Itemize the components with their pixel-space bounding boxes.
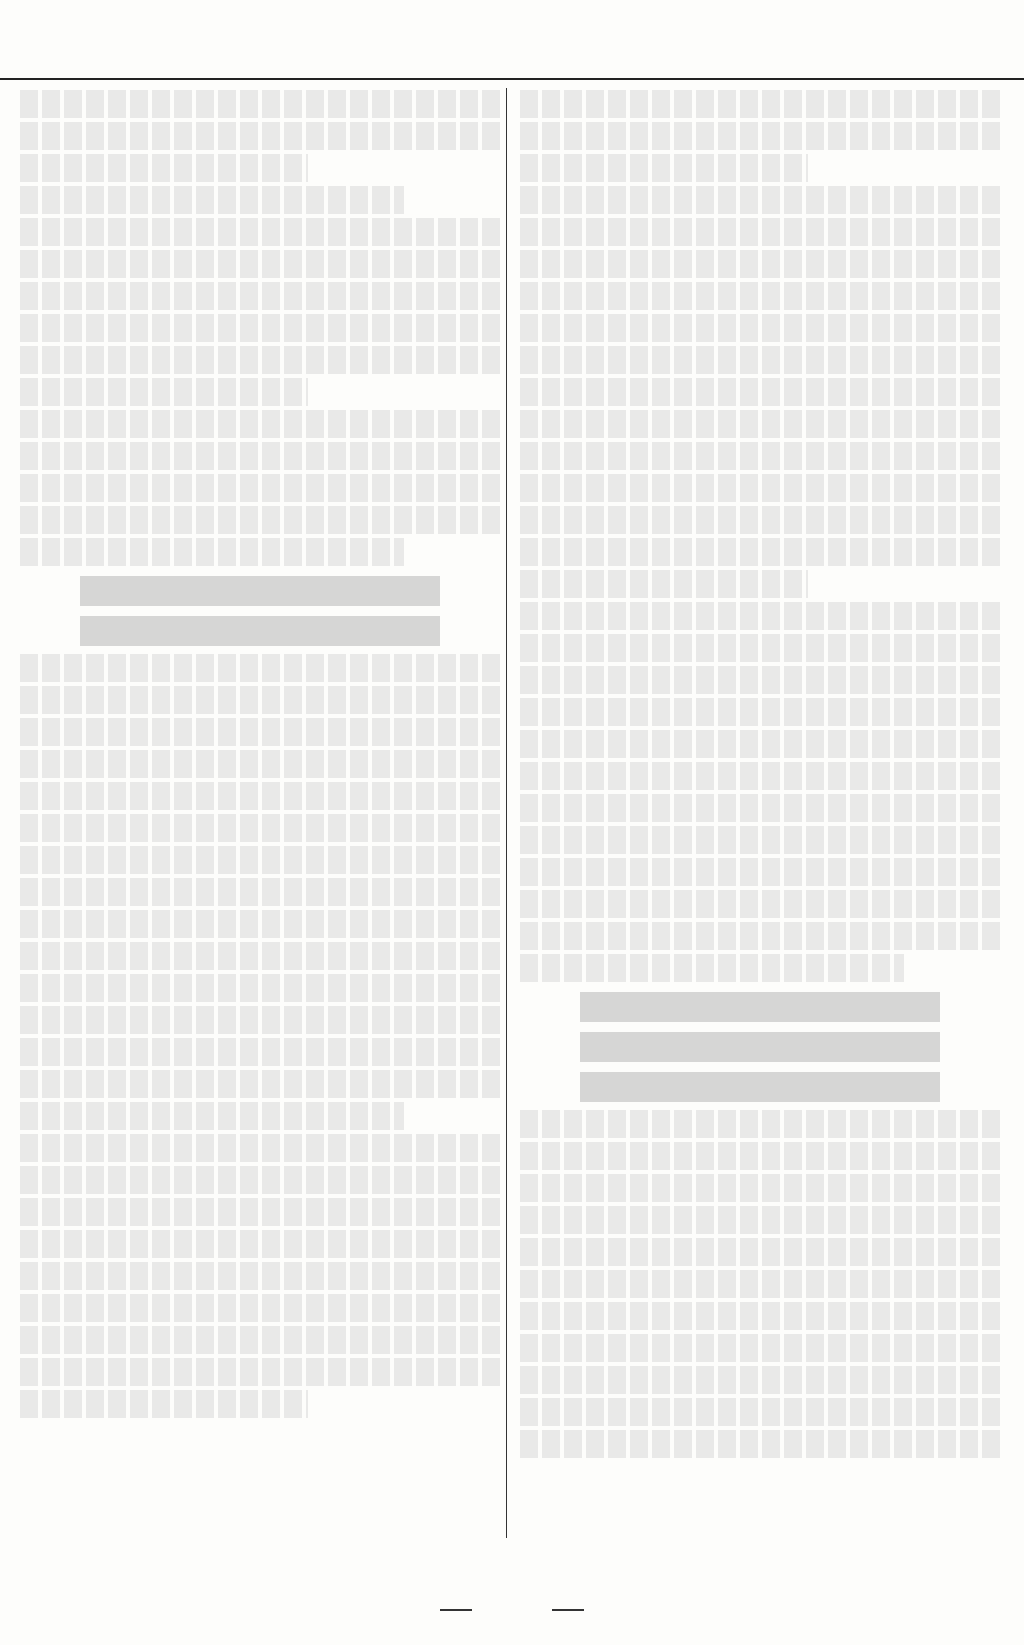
text-line	[520, 378, 1000, 406]
section-heading	[580, 1032, 940, 1062]
text-line	[520, 1238, 1000, 1266]
text-line	[20, 878, 500, 906]
text-line	[20, 1230, 500, 1258]
text-line	[20, 686, 500, 714]
text-line	[520, 922, 1000, 950]
text-line	[520, 1366, 1000, 1394]
text-line	[20, 942, 500, 970]
section-heading	[580, 1072, 940, 1102]
text-line	[520, 890, 1000, 918]
text-line	[520, 186, 1000, 214]
text-line	[520, 1270, 1000, 1298]
text-line	[20, 346, 500, 374]
text-line	[520, 762, 1000, 790]
text-line	[520, 602, 1000, 630]
text-line	[20, 410, 500, 438]
page-number	[462, 1590, 562, 1630]
text-line	[520, 474, 1000, 502]
page-footer	[0, 1590, 1024, 1630]
text-line	[20, 154, 308, 182]
text-line	[520, 666, 1000, 694]
text-line	[20, 442, 500, 470]
text-line	[20, 1358, 500, 1386]
text-line	[520, 1206, 1000, 1234]
text-line	[20, 1390, 308, 1418]
text-line	[20, 378, 308, 406]
text-line	[520, 250, 1000, 278]
text-line	[520, 538, 1000, 566]
text-line	[20, 654, 500, 682]
text-line	[520, 154, 808, 182]
text-line	[20, 538, 404, 566]
text-line	[20, 814, 500, 842]
text-line	[20, 282, 500, 310]
text-line	[20, 218, 500, 246]
page-header	[0, 0, 1024, 80]
text-line	[520, 1142, 1000, 1170]
section-heading	[80, 576, 440, 606]
text-line	[520, 1398, 1000, 1426]
text-line	[520, 1334, 1000, 1362]
text-line	[520, 506, 1000, 534]
text-line	[20, 1294, 500, 1322]
text-line	[20, 90, 500, 118]
text-line	[520, 346, 1000, 374]
text-line	[520, 858, 1000, 886]
text-line	[520, 730, 1000, 758]
text-line	[20, 506, 500, 534]
footer-dash	[552, 1609, 584, 1611]
text-line	[20, 474, 500, 502]
text-line	[20, 1198, 500, 1226]
text-line	[20, 1102, 404, 1130]
text-line	[20, 974, 500, 1002]
text-line	[520, 794, 1000, 822]
text-line	[20, 718, 500, 746]
text-line	[520, 570, 808, 598]
text-line	[20, 910, 500, 938]
text-line	[520, 826, 1000, 854]
text-line	[20, 846, 500, 874]
page-title	[340, 30, 720, 66]
text-line	[20, 1166, 500, 1194]
text-line	[520, 634, 1000, 662]
text-line	[520, 122, 1000, 150]
text-line	[520, 1302, 1000, 1330]
text-line	[520, 954, 904, 982]
text-line	[20, 1262, 500, 1290]
text-line	[20, 1038, 500, 1066]
text-line	[20, 1070, 500, 1098]
text-line	[20, 1006, 500, 1034]
text-line	[520, 1430, 1000, 1458]
section-heading	[80, 616, 440, 646]
left-column	[20, 90, 500, 1530]
right-column	[520, 90, 1000, 1530]
text-line	[20, 122, 500, 150]
column-divider	[506, 88, 507, 1538]
section-heading	[580, 992, 940, 1022]
text-line	[20, 750, 500, 778]
text-line	[520, 218, 1000, 246]
text-line	[520, 282, 1000, 310]
text-line	[520, 410, 1000, 438]
text-line	[20, 314, 500, 342]
text-line	[20, 1134, 500, 1162]
text-line	[520, 698, 1000, 726]
text-line	[520, 90, 1000, 118]
text-line	[20, 186, 404, 214]
text-line	[520, 442, 1000, 470]
text-line	[520, 1110, 1000, 1138]
text-line	[20, 1326, 500, 1354]
text-line	[20, 782, 500, 810]
text-line	[520, 1174, 1000, 1202]
text-line	[520, 314, 1000, 342]
text-line	[20, 250, 500, 278]
